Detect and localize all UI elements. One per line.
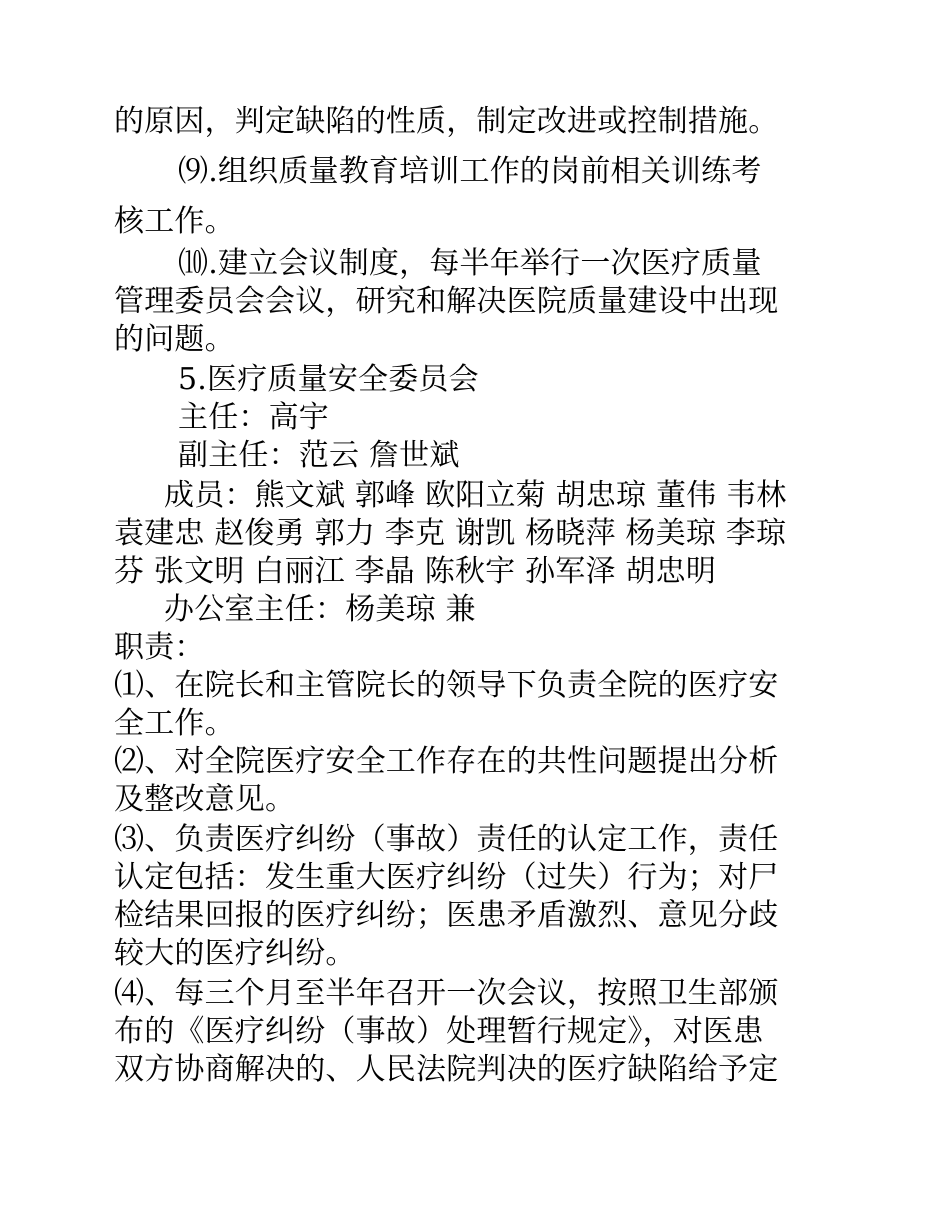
text-line: 双方协商解决的、人民法院判决的医疗缺陷给予定 [114, 1052, 779, 1087]
text-line: 认定包括：发生重大医疗纠纷（过失）行为；对尸 [114, 860, 779, 895]
text-line: 全工作。 [114, 706, 235, 741]
text-line: 办公室主任：杨美琼 兼 [164, 592, 476, 627]
text-line: 主任：高宇 [178, 400, 329, 435]
text-line: 芬 张文明 白丽江 李晶 陈秋宇 孙军泽 胡忠明 [114, 554, 717, 589]
text-line: 检结果回报的医疗纠纷；医患矛盾激烈、意见分歧 [114, 898, 779, 933]
text-line: 较大的医疗纠纷。 [114, 936, 356, 971]
text-line: 布的《医疗纠纷（事故）处理暂行规定》，对医患 [114, 1014, 764, 1049]
text-line: 袁建忠 赵俊勇 郭力 李克 谢凯 杨晓萍 杨美琼 李琼 [114, 516, 787, 551]
text-line: 管理委员会会议，研究和解决医院质量建设中出现 [114, 284, 779, 319]
text-line: 及整改意见。 [114, 782, 296, 817]
text-line: 成员：熊文斌 郭峰 欧阳立菊 胡忠琼 董伟 韦林 [164, 478, 787, 513]
section-heading: 5.医疗质量安全委员会 [178, 362, 479, 397]
text-line: 的问题。 [114, 322, 235, 357]
text-line: 职责： [114, 630, 205, 665]
text-line: ⑵、对全院医疗安全工作存在的共性问题提出分析 [114, 744, 779, 779]
text-line: 核工作。 [114, 204, 235, 239]
text-line: ⑽.建立会议制度，每半年举行一次医疗质量 [178, 246, 762, 281]
text-line: ⑼.组织质量教育培训工作的岗前相关训练考 [178, 154, 762, 189]
text-line: ⑶、负责医疗纠纷（事故）责任的认定工作，责任 [114, 822, 779, 857]
text-line: 副主任：范云 詹世斌 [178, 438, 460, 473]
text-line: 的原因，判定缺陷的性质，制定改进或控制措施。 [114, 104, 779, 139]
text-line: ⑴、在院长和主管院长的领导下负责全院的医疗安 [114, 668, 779, 703]
text-line: ⑷、每三个月至半年召开一次会议，按照卫生部颁 [114, 976, 779, 1011]
